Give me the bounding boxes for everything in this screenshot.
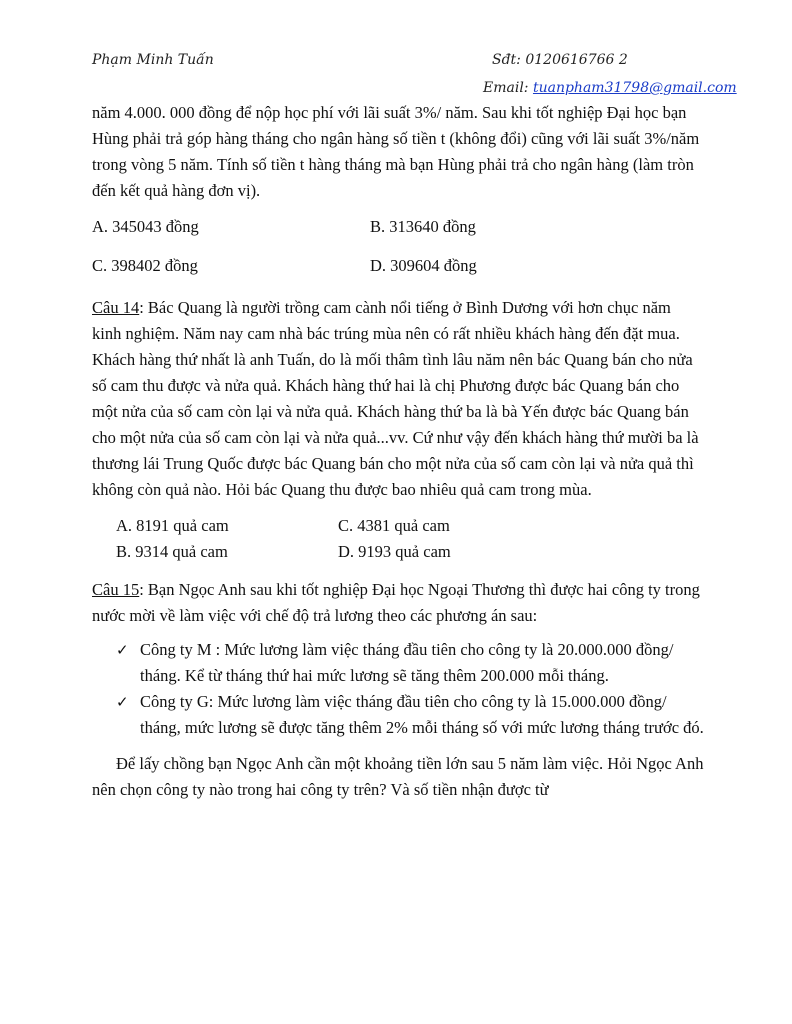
q15-question (92, 577, 704, 629)
header-phone: Sđt: 0120616766 2 (492, 52, 628, 68)
bullet-text: Công ty G: Mức lương làm việc tháng đầu tiên cho công ty là 15.000.000 đồng/ tháng, mức lương sẽ được tăng thêm 2% mỗi tháng số với mức lương tháng trước đó. (140, 692, 704, 737)
email-label: Email: (483, 80, 533, 96)
q14-question (92, 295, 704, 503)
q14-options (92, 513, 704, 565)
q15-text: : Bạn Ngọc Anh sau khi tốt nghiệp Đại học Ngoại Thương thì được hai công ty trong nước mời về làm việc với chế độ trả lương theo các phương án sau: (92, 580, 700, 625)
q14-text: : Bác Quang là người trồng cam cành nổi tiếng ở Bình Dương với hơn chục năm kinh nghiệm. Năm nay cam nhà bác trúng mùa nên có rất nhiều khách hàng đến đặt mua. Khách hàng thứ nhất là anh Tuấn, do là mối thâm tình lâu năm nên bác Quang bán cho nửa số cam thu được và nửa quả. Khách hàng thứ hai là chị Phương được bác Quang bán cho một nửa của số cam còn lại và nửa quả. Khách hàng thứ ba là bà Yến được bác Quang bán cho một nửa của số cam còn lại và nửa quả...vv. Cứ như vậy đến khách hàng thứ mười ba là thương lái Trung Quốc được bác Quang bán cho một nửa của số cam còn lại và nửa quả thì không còn quả nào. Hỏi bác Quang thu được bao nhiêu quả cam trong mùa. (92, 298, 699, 499)
q13-options-row-2 (92, 253, 704, 279)
q15-final-paragraph: Để lấy chồng bạn Ngọc Anh cần một khoảng tiền lớn sau 5 năm làm việc. Hỏi Ngọc Anh nên chọn công ty nào trong hai công ty trên? Và số tiền nhận được từ (92, 754, 704, 799)
q13-option-c: C. 398402 đồng (92, 256, 198, 275)
q14-label: Câu 14 (92, 298, 140, 317)
q14-option-d: D. 9193 quả cam (338, 542, 451, 561)
bullet-text: Công ty M : Mức lương làm việc tháng đầu tiên cho công ty là 20.000.000 đồng/ tháng. Kể từ tháng thứ hai mức lương sẽ tăng thêm 200.000 mỗi tháng. (140, 640, 674, 685)
header-author: Phạm Minh Tuấn (92, 52, 214, 68)
email-link[interactable]: tuanpham31798@gmail.com (532, 80, 737, 96)
q14-option-a: A. 8191 quả cam (116, 516, 229, 535)
q14-option-b: B. 9314 quả cam (116, 542, 228, 561)
q15-bullet-list (92, 637, 704, 741)
header-email (483, 80, 737, 96)
q15-bullet-company-g (92, 689, 704, 741)
intro-paragraph: năm 4.000. 000 đồng để nộp học phí với lãi suất 3%/ năm. Sau khi tốt nghiệp Đại học bạn Hùng phải trả góp hàng tháng cho ngân hàng số tiền t (không đổi) cũng với lãi suất 3%/năm trong vòng 5 năm. Tính số tiền t hàng tháng mà bạn Hùng phải trả cho ngân hàng (làm tròn đến kết quả hàng đơn vị). (92, 103, 700, 200)
check-icon: ✓ (116, 693, 129, 711)
q13-option-b: B. 313640 đồng (370, 217, 476, 236)
check-icon: ✓ (116, 641, 129, 659)
q13-option-d: D. 309604 đồng (370, 256, 477, 275)
q14-option-c: C. 4381 quả cam (338, 516, 450, 535)
q13-option-a: A. 345043 đồng (92, 217, 199, 236)
q15-bullet-company-m (92, 637, 704, 689)
document-body (92, 100, 704, 803)
q15-label: Câu 15 (92, 580, 140, 599)
q13-options-row-1 (92, 214, 704, 240)
